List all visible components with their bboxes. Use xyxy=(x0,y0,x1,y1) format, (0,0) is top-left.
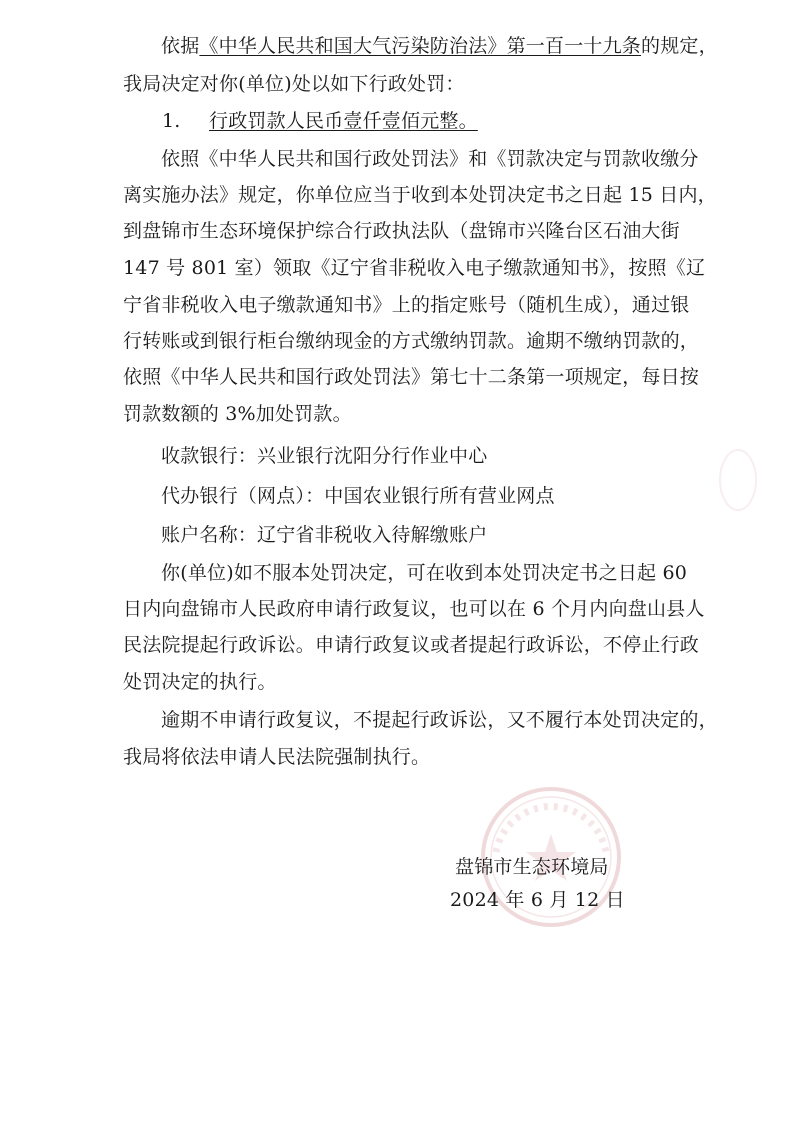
appeal-line: 民法院提起行政诉讼。申请行政复议或者提起行政诉讼，不停止行政 xyxy=(123,634,700,656)
appeal-line: 处罚决定的执行。 xyxy=(123,671,277,693)
appeal-line: 你(单位)如不服本处罚决定，可在收到本处罚决定书之日起 60 xyxy=(161,562,688,584)
appeal-line: 日内向盘锦市人民政府申请行政复议，也可以在 6 个月内向盘山县人 xyxy=(123,598,705,620)
payment-line: 147 号 801 室）领取《辽宁省非税收入电子缴款通知书》，按照《辽 xyxy=(123,257,706,279)
payment-line: 到盘锦市生态环境保护综合行政执法队（盘锦市兴隆台区石油大街 xyxy=(123,220,680,242)
intro-suffix: 的规定， xyxy=(641,35,718,57)
penalty-text: 行政罚款人民币壹仟壹佰元整。 xyxy=(209,110,478,132)
issue-date: 2024 年 6 月 12 日 xyxy=(450,889,625,911)
payment-line: 依照《中华人民共和国行政处罚法》第七十二条第一项规定，每日按 xyxy=(123,366,700,388)
enforcement-line: 我局将依法申请人民法院强制执行。 xyxy=(123,746,431,768)
enforcement-line: 逾期不申请行政复议，不提起行政诉讼，又不履行本处罚决定的， xyxy=(161,709,718,731)
account-name: 账户名称：辽宁省非税收入待解缴账户 xyxy=(161,524,488,546)
penalty-number: 1. xyxy=(162,110,181,132)
intro-line-2: 我局决定对你(单位)处以如下行政处罚： xyxy=(123,73,465,95)
payment-line: 依照《中华人民共和国行政处罚法》和《罚款决定与罚款收缴分 xyxy=(161,148,699,170)
payment-line: 宁省非税收入电子缴款通知书》上的指定账号（随机生成），通过银 xyxy=(123,294,690,316)
scan-smudge-icon xyxy=(700,440,760,520)
intro-prefix: 依据 xyxy=(161,35,200,57)
intro-line-1 xyxy=(161,34,718,58)
payment-line: 行转账或到银行柜台缴纳现金的方式缴纳罚款。逾期不缴纳罚款的， xyxy=(123,330,700,352)
payment-line: 离实施办法》规定，你单位应当于收到本处罚决定书之日起 15 日内， xyxy=(123,184,717,206)
intro-law-reference: 《中华人民共和国大气污染防治法》第一百一十九条 xyxy=(199,35,642,57)
payment-line: 罚款数额的 3%加处罚款。 xyxy=(123,403,352,425)
issuer-name: 盘锦市生态环境局 xyxy=(455,856,609,878)
receiving-bank: 收款银行：兴业银行沈阳分行作业中心 xyxy=(161,445,488,467)
agent-bank: 代办银行（网点）：中国农业银行所有营业网点 xyxy=(161,485,555,507)
